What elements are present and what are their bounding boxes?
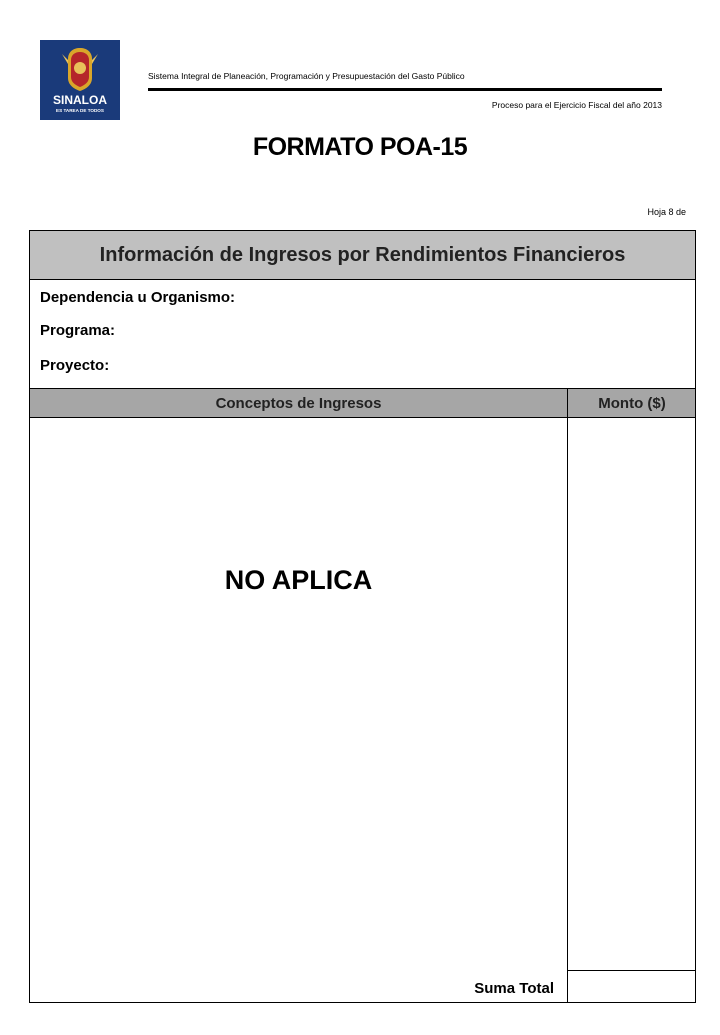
column-header-concepts: Conceptos de Ingresos [215, 394, 382, 412]
page-title: FORMATO POA-15 [252, 133, 468, 161]
column-divider [567, 418, 568, 1003]
program-field: Programa: [40, 322, 116, 339]
project-field: Proyecto: [40, 357, 110, 374]
column-header-amount: Monto ($) [567, 389, 696, 417]
header-divider [148, 88, 662, 91]
sheet-number: Hoja 8 de [647, 207, 686, 217]
not-applicable-label: NO APLICA [224, 565, 373, 595]
dependency-field: Dependencia u Organismo: [40, 289, 236, 306]
logo-tagline: ES TAREA DE TODOS [56, 108, 104, 113]
form-heading: Información de Ingresos por Rendimientos Financieros [30, 231, 695, 280]
logo-wordmark: SINALOA [53, 93, 107, 107]
table-header [30, 388, 695, 418]
total-divider [567, 970, 696, 971]
system-name: Sistema Integral de Planeación, Programación y Presupuestación del Gasto Público [148, 71, 465, 81]
sinaloa-logo [40, 40, 120, 120]
fiscal-process-label: Proceso para el Ejercicio Fiscal del año 2013 [491, 100, 662, 110]
poa-form [29, 230, 696, 1003]
total-label: Suma Total [474, 980, 554, 997]
